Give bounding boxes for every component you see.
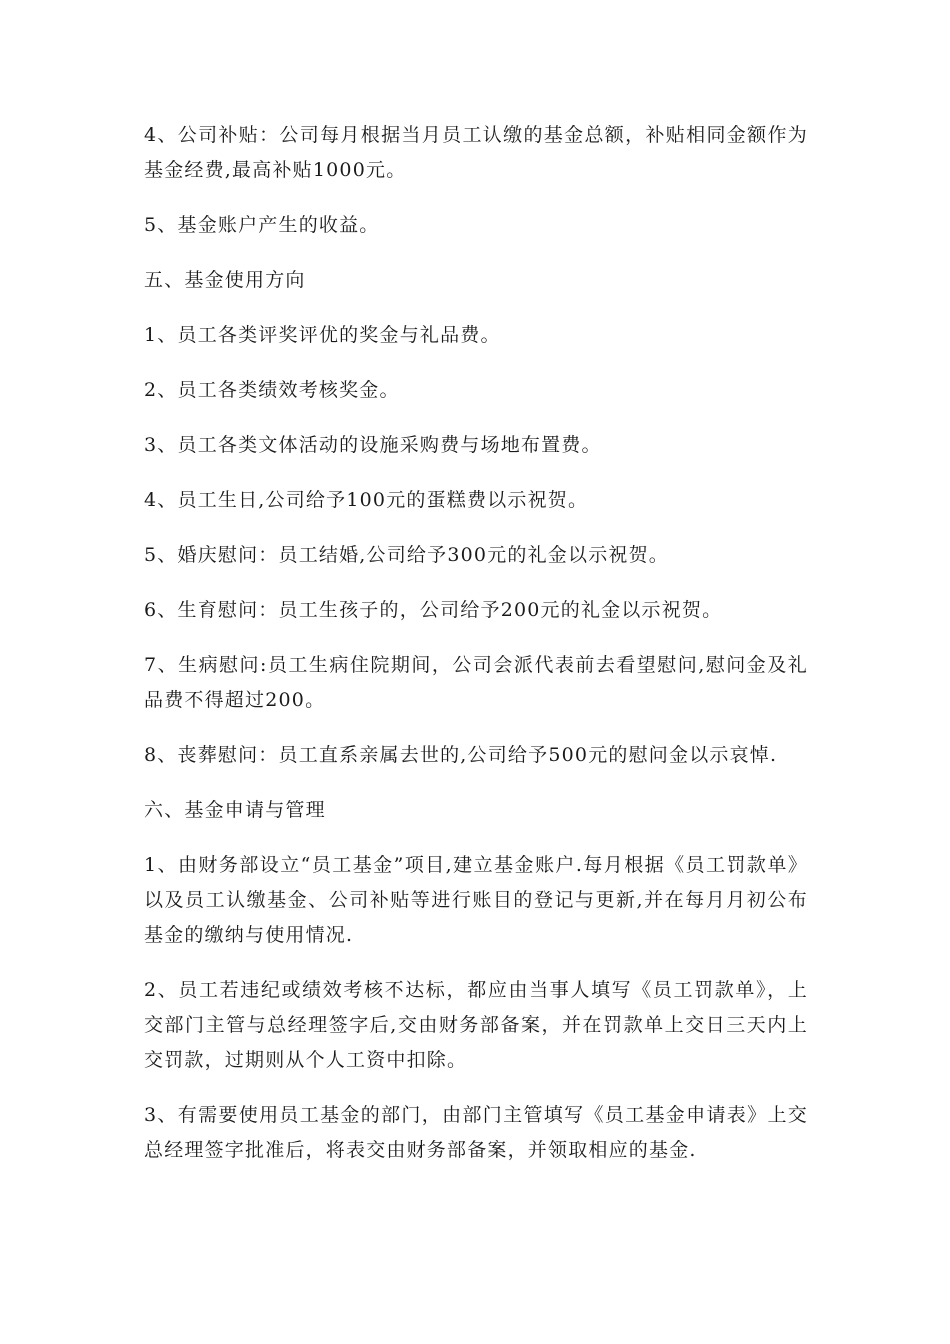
paragraph-usage-activities: 3、员工各类文体活动的设施采购费与场地布置费。	[144, 434, 602, 456]
paragraph-usage-illness: 7、生病慰问:员工生病住院期间，公司会派代表前去看望慰问,慰问金及礼品费不得超过200。	[144, 654, 808, 711]
section-heading-fund-usage: 五、基金使用方向	[144, 269, 306, 291]
paragraph-usage-childbirth: 6、生育慰问：员工生孩子的，公司给予200元的礼金以示祝贺。	[144, 599, 723, 621]
paragraph-usage-awards: 1、员工各类评奖评优的奖金与礼品费。	[144, 324, 501, 346]
paragraph-usage-performance: 2、员工各类绩效考核奖金。	[144, 379, 400, 401]
paragraph-application-penalty: 2、员工若违纪或绩效考核不达标，都应由当事人填写《员工罚款单》，上交部门主管与总经理签字后,交由财务部备案，并在罚款单上交日三天内上交罚款，过期则从个人工资中扣除。	[144, 979, 808, 1071]
paragraph-usage-funeral: 8、丧葬慰问：员工直系亲属去世的,公司给予500元的慰问金以示哀悼.	[144, 744, 778, 766]
paragraph-usage-birthday: 4、员工生日,公司给予100元的蛋糕费以示祝贺。	[144, 489, 589, 511]
section-heading-fund-application: 六、基金申请与管理	[144, 799, 326, 821]
paragraph-application-account: 1、由财务部设立“员工基金”项目,建立基金账户.每月根据《员工罚款单》以及员工认缴基金、公司补贴等进行账目的登记与更新,并在每月月初公布基金的缴纳与使用情况.	[144, 854, 808, 946]
document-page	[144, 118, 808, 1188]
paragraph-company-subsidy: 4、公司补贴：公司每月根据当月员工认缴的基金总额，补贴相同金额作为基金经费,最高补贴1000元。	[144, 124, 808, 181]
paragraph-account-income: 5、基金账户产生的收益。	[144, 214, 380, 236]
paragraph-usage-wedding: 5、婚庆慰问：员工结婚,公司给予300元的礼金以示祝贺。	[144, 544, 669, 566]
paragraph-application-request: 3、有需要使用员工基金的部门，由部门主管填写《员工基金申请表》上交总经理签字批准后，将表交由财务部备案，并领取相应的基金.	[144, 1104, 808, 1161]
